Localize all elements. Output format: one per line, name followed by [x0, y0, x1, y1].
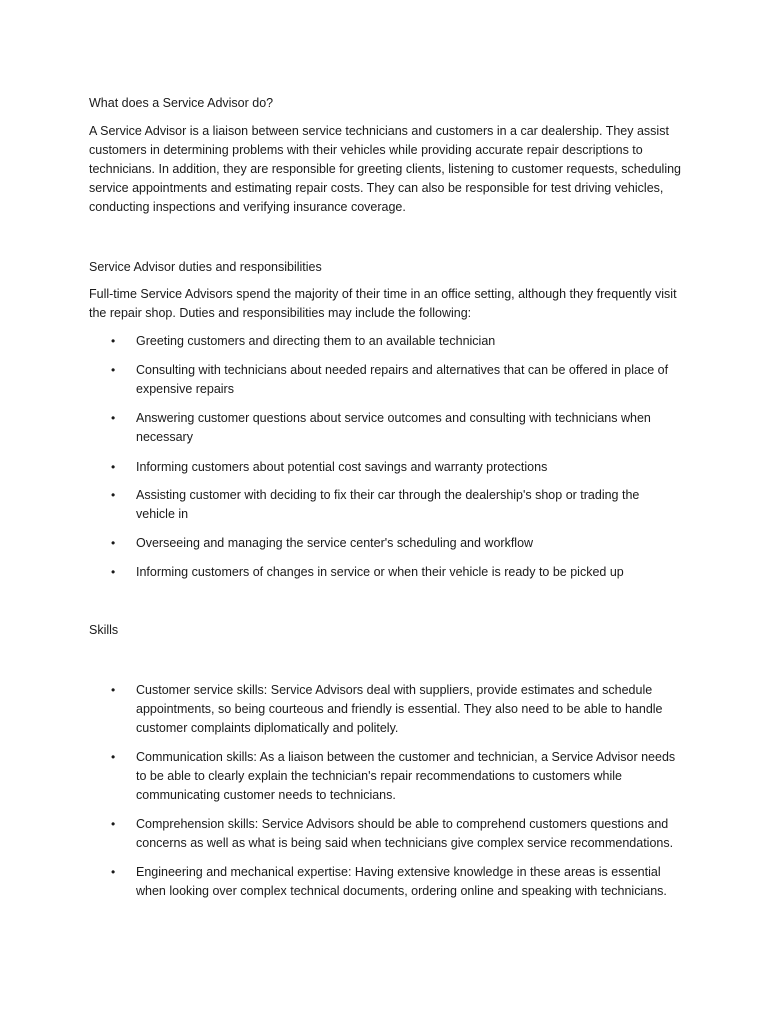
section-paragraph-duties: Full-time Service Advisors spend the majority of their time in an office setting, although they frequently visit the repair shop. Duties and responsibilities may include the following: — [89, 287, 677, 320]
list-item-text: Greeting customers and directing them to an available technician — [136, 334, 496, 348]
list-item-text: Customer service skills: Service Advisors deal with suppliers, provide estimates and schedule appointments, so being courteous and friendly is essential. They also need to be able to handle customer complaints diplomatically and politely. — [136, 683, 663, 735]
list-item-text: Informing customers of changes in service or when their vehicle is ready to be picked up — [136, 565, 624, 579]
list-item-text: Consulting with technicians about needed repairs and alternatives that can be offered in place of expensive repairs — [136, 363, 669, 396]
section-heading-what-does: What does a Service Advisor do? — [89, 96, 274, 110]
bullet-icon: • — [111, 865, 116, 879]
bullet-icon: • — [111, 683, 116, 697]
list-item-text: Assisting customer with deciding to fix their car through the dealership's shop or trading the vehicle in — [136, 488, 640, 521]
bullet-icon: • — [111, 488, 116, 502]
list-item-text: Answering customer questions about service outcomes and consulting with technicians when necessary — [136, 411, 651, 444]
bullet-icon: • — [111, 565, 116, 579]
section-heading-duties: Service Advisor duties and responsibilities — [89, 260, 322, 274]
bullet-icon: • — [111, 411, 116, 425]
bullet-icon: • — [111, 750, 116, 764]
list-item-text: Comprehension skills: Service Advisors should be able to comprehend customers questions and concerns as well as what is being said when technicians give complex service recommendations. — [136, 817, 674, 850]
bullet-icon: • — [111, 363, 116, 377]
list-item-text: Informing customers about potential cost savings and warranty protections — [136, 460, 548, 474]
section-heading-skills: Skills — [89, 623, 119, 637]
section-paragraph-intro: A Service Advisor is a liaison between service technicians and customers in a car dealership. They assist customers in determining problems with their vehicles while providing accurate repair descriptions to technicians. In addition, they are responsible for greeting clients, listening to customer requests, scheduling service appointments and estimating repair costs. They can also be responsible for test driving vehicles, conducting inspections and verifying insurance coverage. — [89, 124, 681, 214]
bullet-icon: • — [111, 460, 116, 474]
bullet-icon: • — [111, 536, 116, 550]
list-item-text: Engineering and mechanical expertise: Having extensive knowledge in these areas is essential when looking over complex technical documents, ordering online and speaking with technicians. — [136, 865, 667, 898]
bullet-icon: • — [111, 334, 116, 348]
bullet-icon: • — [111, 817, 116, 831]
list-item-text: Overseeing and managing the service center's scheduling and workflow — [136, 536, 534, 550]
list-item-text: Communication skills: As a liaison between the customer and technician, a Service Advisor needs to be able to clearly explain the technician's repair recommendations to customers while communicating customer needs to technicians. — [136, 750, 676, 802]
